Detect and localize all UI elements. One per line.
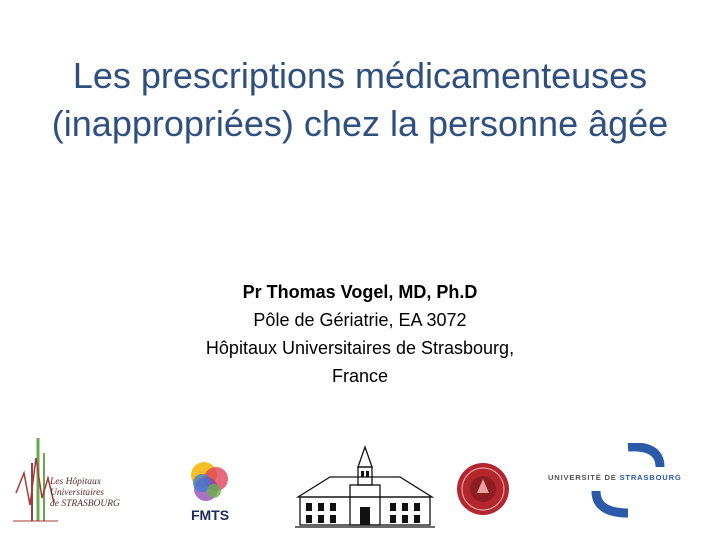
author-block [110, 278, 610, 390]
unistra-wordmark [548, 473, 708, 482]
hus-logo [8, 433, 128, 523]
seal-logo [455, 461, 511, 517]
department: Pôle de Gériatrie, EA 3072 [253, 310, 467, 330]
unistra-logo [548, 443, 708, 518]
institution: Hôpitaux Universitaires de Strasbourg, [205, 338, 515, 358]
unistra-left-text: UNIVERSITÉ DE [548, 473, 617, 482]
building-drawing-icon [290, 445, 440, 530]
hus-logo-text [50, 477, 130, 510]
fmts-emblem-icon [180, 457, 240, 507]
hus-line-3: de STRASBOURG [50, 499, 120, 509]
slide-title: Les prescriptions médicamenteuses (inappropriées) chez la personne âgée [51, 55, 669, 144]
university-seal-icon [455, 461, 511, 517]
unistra-right-text: STRASBOURG [619, 473, 682, 482]
fmts-logo [180, 457, 240, 525]
fmts-label: FMTS [190, 507, 230, 523]
country: France [331, 366, 389, 386]
building-logo [290, 445, 440, 530]
author-name: Pr Thomas Vogel, MD, Ph.D [242, 282, 478, 302]
logo-strip [0, 425, 720, 530]
hus-line-2: Universitaires [50, 488, 105, 498]
hus-line-1: Les Hôpitaux [50, 477, 101, 487]
